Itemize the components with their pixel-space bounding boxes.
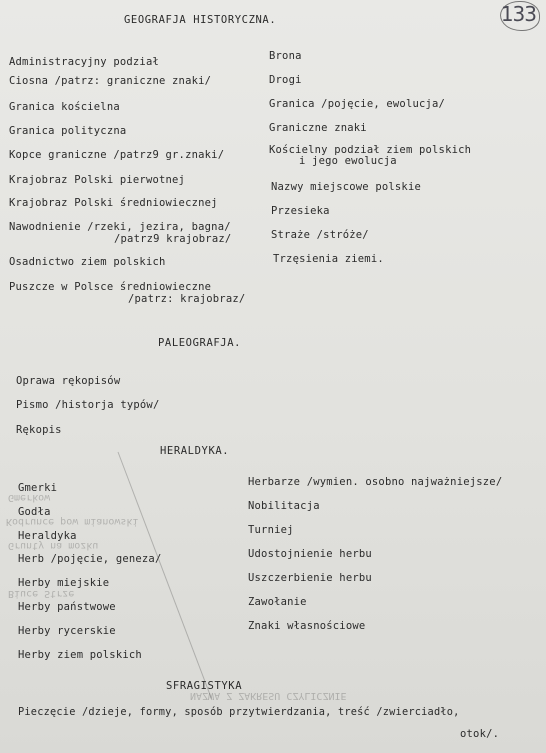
list-item: Brona — [269, 50, 302, 62]
list-item: Herby państwowe — [18, 601, 116, 613]
list-item-continuation: /patrz9 krajobraz/ — [114, 233, 232, 245]
list-item: Herby ziem polskich — [18, 649, 142, 661]
bleed-through-text: Kodrunce pow mianowski — [6, 516, 139, 527]
list-item: Administracyjny podział — [9, 56, 159, 68]
list-item: Kopce graniczne /patrz9 gr.znaki/ — [9, 149, 225, 161]
list-item-continuation: otok/. — [460, 728, 500, 740]
list-item-continuation: i jego ewolucja — [299, 155, 397, 167]
list-item: Herb /pojęcie, geneza/ — [18, 553, 162, 565]
bleed-through-text: Biuce Strze — [8, 588, 75, 599]
list-item: Straże /stróże/ — [271, 229, 369, 241]
list-item: Graniczne znaki — [269, 122, 367, 134]
list-item: Kościelny podział ziem polskich — [269, 144, 472, 156]
list-item: Trzęsienia ziemi. — [273, 253, 384, 265]
list-item: Nazwy miejscowe polskie — [271, 181, 421, 193]
list-item: Rękopis — [16, 424, 62, 436]
bleed-through-text: Gmerkow — [8, 492, 51, 503]
list-item: Oprawa rękopisów — [16, 375, 121, 387]
section-title-paleografja: PALEOGRAFJA. — [158, 337, 242, 349]
list-item: Osadnictwo ziem polskich — [9, 256, 166, 268]
list-item: Granica /pojęcie, ewolucja/ — [269, 98, 446, 110]
list-item: Nobilitacja — [248, 500, 320, 512]
list-item: Herby miejskie — [18, 577, 110, 589]
list-item: Ciosna /patrz: graniczne znaki/ — [9, 75, 212, 87]
list-item: Nawodnienie /rzeki, jezira, bagna/ — [9, 221, 231, 233]
list-item: Uszczerbienie herbu — [248, 572, 372, 584]
list-item: Zawołanie — [248, 596, 307, 608]
list-item-continuation: /patrz: krajobraz/ — [128, 293, 246, 305]
section-title-geografja: GEOGRAFJA HISTORYCZNA. — [124, 14, 277, 26]
bleed-through-text: NAZWA Z ZAKRESU CZYLICZNIE — [190, 690, 347, 701]
list-item: Godła — [18, 506, 51, 518]
list-item: Drogi — [269, 74, 302, 86]
bleed-through-text: Grunty na mozku — [8, 540, 99, 551]
section-title-sfragistyka: SFRAGISTYKA — [166, 680, 243, 692]
list-item: Herby rycerskie — [18, 625, 116, 637]
list-item: Puszcze w Polsce średniowieczne — [9, 281, 212, 293]
list-item: Pismo /historja typów/ — [16, 399, 160, 411]
list-item: Pieczęcie /dzieje, formy, sposób przytwierdzania, treść /zwierciadło, — [18, 706, 460, 718]
list-item: Udostojnienie herbu — [248, 548, 372, 560]
list-item: Gmerki — [18, 482, 58, 494]
list-item: Turniej — [248, 524, 294, 536]
list-item: Przesieka — [271, 205, 330, 217]
list-item: Krajobraz Polski średniowiecznej — [9, 197, 218, 209]
list-item: Krajobraz Polski pierwotnej — [9, 174, 186, 186]
page-number: 133 — [500, 2, 536, 26]
list-item: Znaki własnościowe — [248, 620, 366, 632]
list-item: Granica polityczna — [9, 125, 127, 137]
list-item: Granica kościelna — [9, 101, 120, 113]
list-item: Heraldyka — [18, 530, 77, 542]
section-title-heraldyka: HERALDYKA. — [160, 445, 230, 457]
list-item: Herbarze /wymien. osobno najważniejsze/ — [248, 476, 503, 488]
